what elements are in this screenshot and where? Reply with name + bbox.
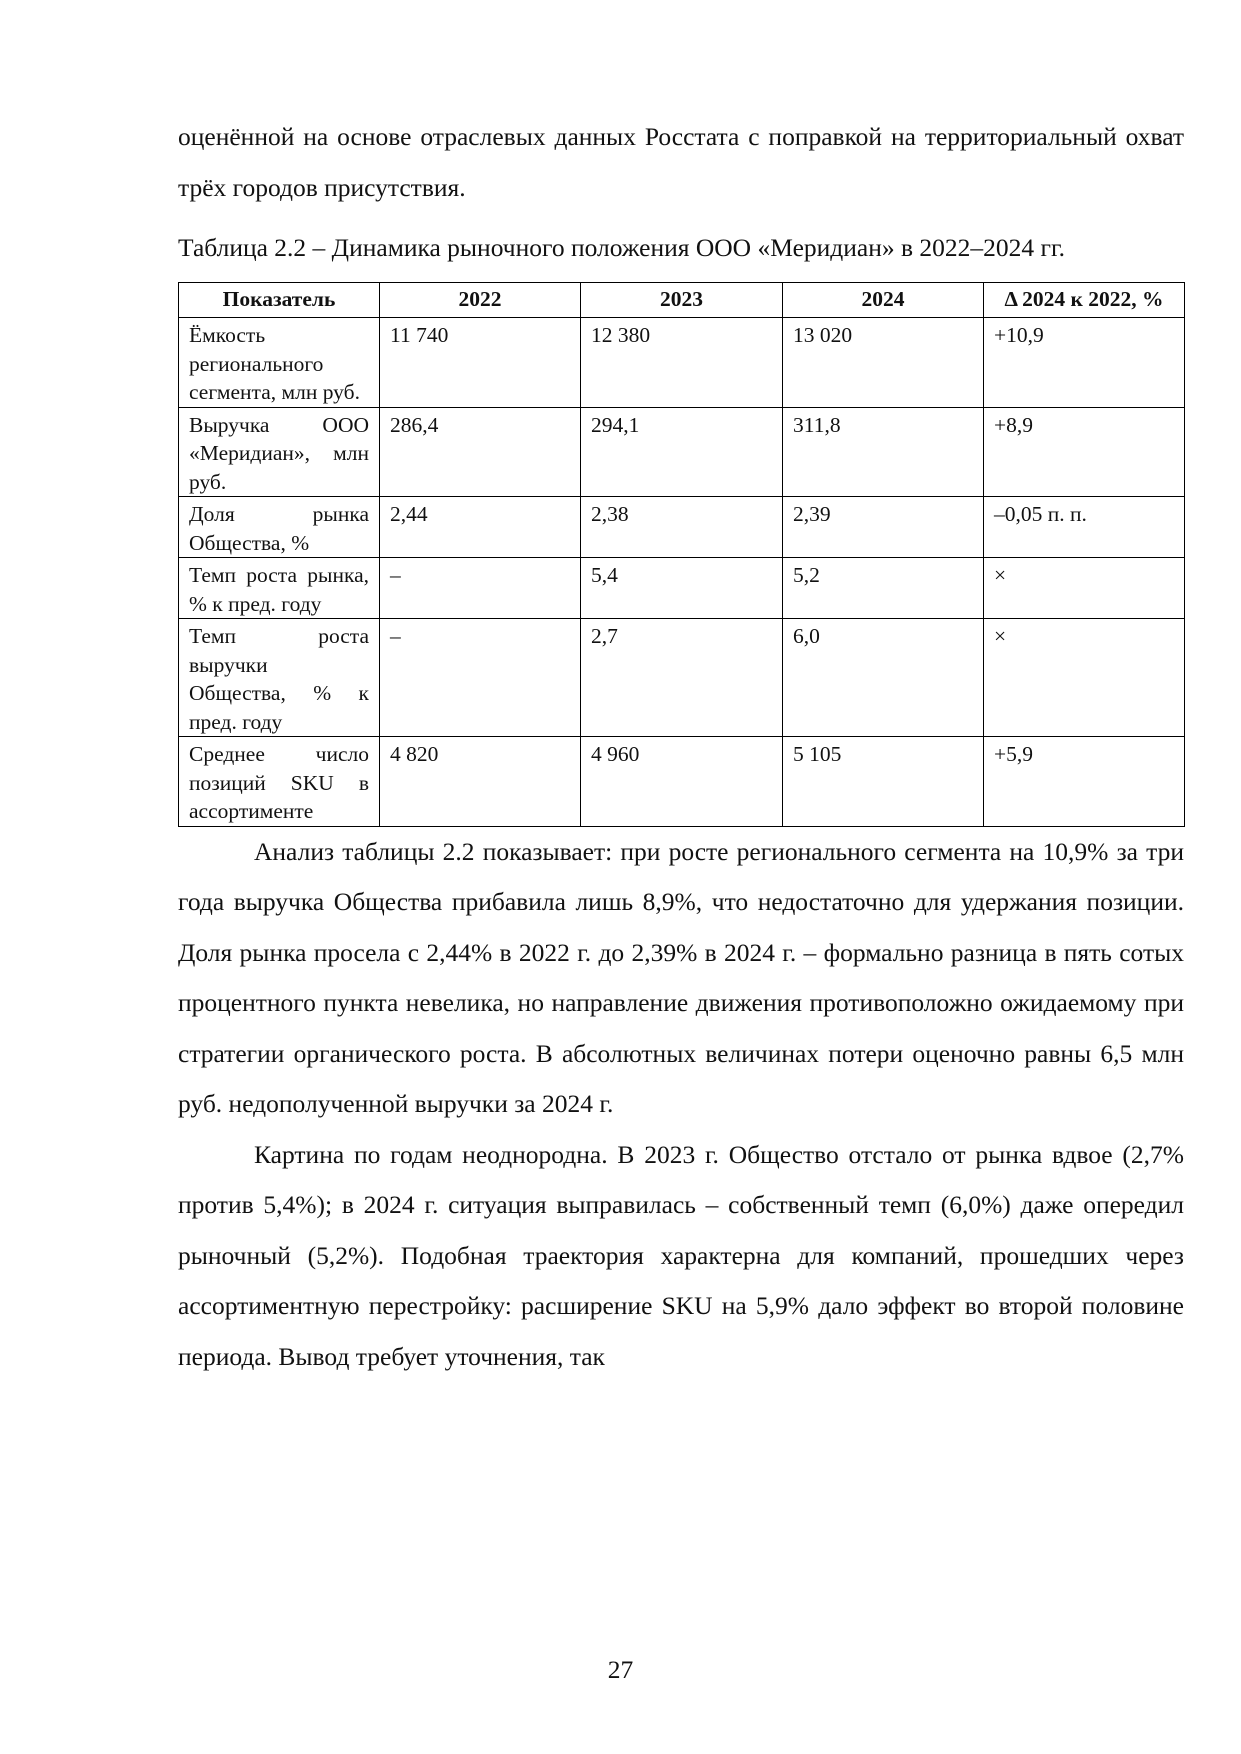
table-cell: +8,9: [984, 407, 1185, 497]
table-cell: 13 020: [783, 318, 984, 408]
table-header-cell: 2024: [783, 282, 984, 318]
table-cell: –: [380, 558, 581, 619]
table-cell: 6,0: [783, 619, 984, 737]
table-cell: 12 380: [581, 318, 783, 408]
table-header-cell: Δ 2024 к 2022, %: [984, 282, 1185, 318]
table-cell: ×: [984, 619, 1185, 737]
row-label: Темп роста рынка, % к пред. году: [179, 558, 380, 619]
table-cell: 5,2: [783, 558, 984, 619]
table-cell: 2,44: [380, 497, 581, 558]
row-label: Ёмкость регионального сегмента, млн руб.: [179, 318, 380, 408]
row-label: Доля рынка Общества, %: [179, 497, 380, 558]
table-cell: 311,8: [783, 407, 984, 497]
table-row: [179, 407, 1185, 497]
table-cell: 2,7: [581, 619, 783, 737]
table-cell: +5,9: [984, 737, 1185, 827]
table-cell: 2,39: [783, 497, 984, 558]
table-row: [179, 619, 1185, 737]
table-cell: ×: [984, 558, 1185, 619]
dynamics-paragraph: Картина по годам неоднородна. В 2023 г. Общество отстало от рынка вдвое (2,7% против 5,4%); в 2024 г. ситуация выправилась – собственный темп (6,0%) даже опередил рыночный (5,2%). Подобная траектория характерна для компаний, прошедших через ассортиментную перестройку: расширение SKU на 5,9% дало эффект во второй половине периода. Вывод требует уточнения, так: [178, 1139, 1184, 1371]
table-header-row: [179, 282, 1185, 318]
document-page: [178, 112, 1184, 1382]
table-cell: 4 960: [581, 737, 783, 827]
table-cell: 2,38: [581, 497, 783, 558]
table-row: [179, 558, 1185, 619]
table-row: [179, 497, 1185, 558]
page-number: 27: [607, 1655, 634, 1684]
row-label: Темп роста выручки Общества, % к пред. году: [179, 619, 380, 737]
table-cell: 11 740: [380, 318, 581, 408]
table-row: [179, 737, 1185, 827]
table-cell: 5 105: [783, 737, 984, 827]
table-cell: 294,1: [581, 407, 783, 497]
table-cell: 4 820: [380, 737, 581, 827]
row-label: Среднее число позиций SKU в ассортименте: [179, 737, 380, 827]
table-header-cell: Показатель: [179, 282, 380, 318]
table-cell: –: [380, 619, 581, 737]
table-cell: 5,4: [581, 558, 783, 619]
table-header-cell: 2022: [380, 282, 581, 318]
market-position-table: [178, 282, 1185, 827]
table-header-cell: 2023: [581, 282, 783, 318]
table-caption: Таблица 2.2 – Динамика рыночного положения ООО «Меридиан» в 2022–2024 гг.: [178, 233, 1065, 262]
intro-paragraph: оценённой на основе отраслевых данных Росстата с поправкой на территориальный охват трёх городов присутствия.: [178, 122, 1184, 202]
table-cell: –0,05 п. п.: [984, 497, 1185, 558]
table-row: [179, 318, 1185, 408]
table-cell: 286,4: [380, 407, 581, 497]
table-cell: +10,9: [984, 318, 1185, 408]
analysis-paragraph: Анализ таблицы 2.2 показывает: при росте регионального сегмента на 10,9% за три года выручка Общества прибавила лишь 8,9%, что недостаточно для удержания позиции. Доля рынка просела с 2,44% в 2022 г. до 2,39% в 2024 г. – формально разница в пять сотых процентного пункта невелика, но направление движения противоположно ожидаемому при стратегии органического роста. В абсолютных величинах потери оценочно равны 6,5 млн руб. недополученной выручки за 2024 г.: [178, 836, 1184, 1118]
row-label: Выручка ООО «Меридиан», млн руб.: [179, 407, 380, 497]
